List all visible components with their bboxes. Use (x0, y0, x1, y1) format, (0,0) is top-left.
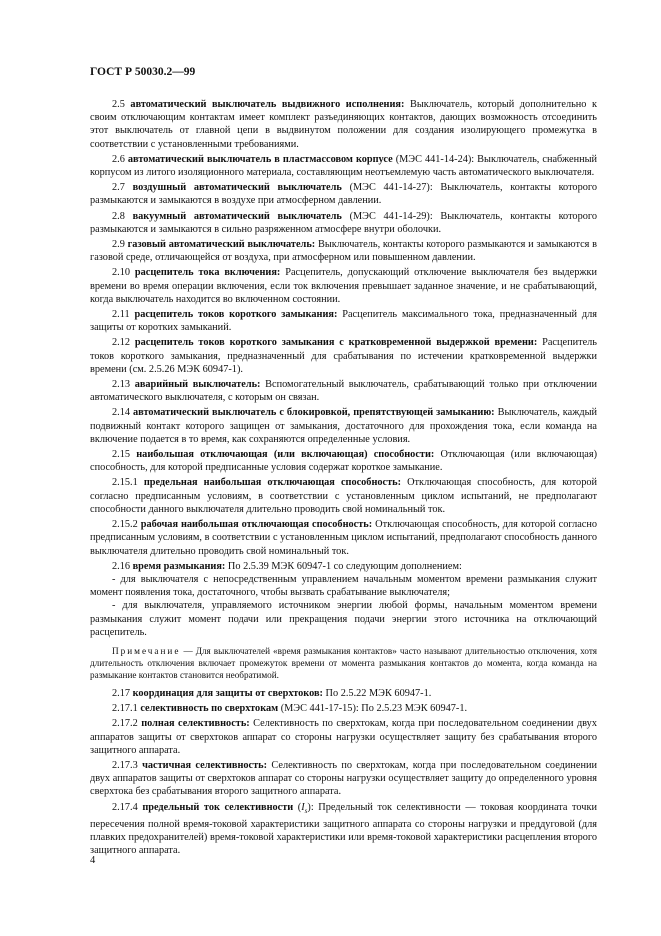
definition-paragraph (90, 181, 597, 207)
term: предельный ток селективности (142, 801, 294, 813)
definition-text: (МЭС 441-14-24): Выключатель, снабженный корпусом из литого изоляционного материала, составляющим неотъемлемую часть автоматического выключателя. (90, 153, 598, 179)
clause-number: 2.14 (112, 407, 131, 419)
definition-paragraph (90, 687, 597, 700)
definition-paragraph (90, 98, 597, 151)
term: аварийный выключатель: (134, 379, 261, 391)
clause-number: 2.13 (112, 379, 131, 391)
definition-paragraph (90, 476, 597, 516)
term: частичная селективность: (142, 759, 268, 771)
definition-paragraph (90, 378, 597, 404)
definition-text: Селективность по сверхтокам, когда при последовательном соединении двух аппаратов защиты от сверхтоков аппарат со стороны нагрузки осуществляет защиту без срабатывания второго защитного аппарата. (90, 718, 597, 756)
selectivity-section (90, 687, 597, 799)
list-item: - для выключателя, управляемого источником энергии любой формы, начальным моментом времени размыкания служит момент подачи или прекращения подачи энергии этого источника на отключающий расцепитель. (90, 600, 597, 638)
definition-paragraph (90, 518, 597, 558)
definition-paragraph (90, 560, 597, 573)
definition-text: Селективность по сверхтокам, когда при последовательном соединении двух аппаратов защиты от сверхтоков аппарат со стороны нагрузки осуществляет защиту до определенного уровня сверхтока без срабатывания второго защитного аппарата. (90, 759, 597, 798)
clause-number: 2.12 (112, 337, 131, 349)
definition-text: По 2.5.22 МЭК 60947-1. (325, 687, 432, 699)
clause-number: 2.17.2 (112, 718, 138, 730)
definition-text: (МЭС 441-14-27): Выключатель, контакты которого размыкаются и замыкаются в воздухе при атмосферном давлении. (90, 182, 597, 207)
clause-number: 2.15 (112, 449, 131, 461)
definition-text: Расцепитель токов короткого замыкания, предназначенный для срабатывания по истечении кратковременной выдержки времени (см. 2.5.26 МЭК 60947-1). (90, 337, 597, 375)
definition-paragraph (90, 448, 597, 474)
clause-number: 2.5 (112, 99, 125, 110)
definition-text: Выключатель, контакты которого размыкаются и замыкаются в газовой среде, отличающейся от воздуха, при атмосферном или повышенном давлении. (90, 239, 597, 264)
note (90, 645, 597, 681)
clause-number: 2.17.1 (112, 703, 138, 715)
document-code: ГОСТ Р 50030.2—99 (90, 66, 196, 78)
definition-paragraph (90, 210, 597, 236)
clause-number: 2.16 (112, 560, 131, 572)
definition-text: (МЭС 441-14-29): Выключатель, контакты которого размыкаются и замыкаются в сильно разряженном атмосфере внутри оболочки. (90, 210, 597, 235)
term: газовый автоматический выключатель: (127, 239, 316, 251)
definition-paragraph (90, 406, 597, 446)
term: координация для защиты от сверхтоков: (132, 687, 323, 699)
definition-text: Предельный ток селективности — токовая координата точки пересечения полной время-токовой характеристики защитного аппарата со стороны нагрузки и преддуговой (для плавких предохранителей) время-токовой характеристики или время-токовой характеристики расцепления второго защитного аппарата. (90, 801, 597, 857)
clause-number: 2.17 (112, 687, 131, 699)
term: расцепитель токов короткого замыкания с кратковременной выдержкой времени: (134, 337, 538, 349)
clause-number: 2.8 (112, 210, 125, 222)
clause-number: 2.17.3 (112, 759, 138, 771)
definition-paragraph (90, 717, 597, 757)
clause-number: 2.7 (112, 182, 125, 194)
definition-text: Расцепитель максимального тока, предназначенный для защиты от коротких замыканий. (90, 309, 597, 334)
page-body (90, 66, 597, 857)
definition-text: Отключающая способность, для которой согласно предписанным условиям, в соответствии с установленным циклом испытаний, предполагают способность данного выключателя длительно проводить свой номинальный ток. (90, 519, 598, 557)
term: автоматический выключатель выдвижного исполнения: (130, 99, 405, 110)
term: автоматический выключатель в пластмассовом корпусе (127, 153, 393, 165)
clause-number: 2.9 (112, 239, 125, 251)
definition-paragraph: 2.17.4 предельный ток селективности $(I_s)$: Предельный ток селективности — токовая координата точки пересечения полной время-токовой характеристики защитного аппарата со стороны нагрузки и преддуговой (для плавких предохранителей) время-токовой характеристики или время-токовой характеристики расцепления второго защитного аппарата. (90, 801, 597, 857)
term: селективность по сверхтокам (140, 703, 279, 715)
clause-number: 2.11 (112, 309, 130, 321)
note-text: — Для выключателей «время размыкания контактов» часто называют длительностью отключения, хотя длительность отключения включает промежуток времени от момента размыкания контактов до момента, когда команда на размыкание контактов становится необратимой. (90, 645, 597, 680)
list-item: - для выключателя с непосредственным управлением начальным моментом времени размыкания служит момент появления тока, достаточного, чтобы вызвать срабатывание выключателя; (90, 573, 597, 599)
definition-paragraph (90, 308, 597, 334)
term: предельная наибольшая отключающая способность: (143, 477, 402, 489)
definitions-section (90, 98, 597, 573)
clause-number: 2.15.1 (112, 477, 138, 489)
term: рабочая наибольшая отключающая способность: (140, 519, 373, 531)
page-number: 4 (90, 855, 96, 866)
term: наибольшая отключающая (или включающая) способности: (136, 449, 435, 461)
definition-paragraph (90, 759, 597, 799)
definition-paragraph (90, 336, 597, 376)
definition-text: Выключатель, каждый подвижный контакт которого защищен от замыкания, достаточного для прохождения тока, если команда на включение подается в то время, как сохраняются определенные условия. (90, 407, 598, 445)
definition-text: (МЭС 441-17-15): По 2.5.23 МЭК 60947-1. (280, 703, 468, 715)
clause-number: 2.6 (112, 153, 125, 165)
clause-number: 2.17.4 (112, 801, 138, 813)
definition-text: Отключающая (или включающая) способность, для которой предписанные условия содержат короткое замыкание. (90, 449, 598, 474)
definition-paragraph (90, 153, 597, 179)
note-label: Примечание (112, 645, 181, 656)
term: воздушный автоматический выключатель (132, 182, 342, 194)
definition-text: Расцепитель, допускающий отключение выключателя без выдержки времени во время операции включения, если ток включения превышает заданное значение, и не срабатывающий, когда выключатель находится во включенном состоянии. (90, 267, 597, 305)
clause-number: 2.15.2 (112, 519, 138, 531)
clause-number: 2.10 (112, 267, 131, 279)
definition-text: Отключающая способность, для которой согласно предписанным условиям, в соответствии с установленным циклом испытаний, не предполагают способности данного выключателя длительно проводить свой номинальный ток. (90, 477, 598, 515)
term: полная селективность: (141, 718, 250, 730)
definition-text: Выключатель, который дополнительно к своим отключающим контактам имеет комплект разъединяющих контактов, дающих возможность отсоединить этот выключатель от главной цепи в выдвинутом положении для создания изолирующего промежутка в соответствии с установленными требованиями. (90, 99, 597, 150)
term: расцепитель токов короткого замыкания: (134, 309, 338, 321)
definition-paragraph (90, 702, 597, 715)
term: расцепитель тока включения: (134, 267, 281, 279)
term: автоматический выключатель с блокировкой, препятствующей замыканию: (133, 407, 495, 419)
term: время размыкания: (132, 560, 226, 572)
definition-paragraph (90, 266, 597, 306)
definition-text: Вспомогательный выключатель, срабатывающий только при отключении автоматического выключателя, с которым он связан. (90, 379, 598, 404)
symbol: $I_s$ (301, 801, 308, 815)
definition-paragraph (90, 238, 597, 264)
term: вакуумный автоматический выключатель (132, 210, 342, 222)
definition-text: По 2.5.39 МЭК 60947-1 со следующим дополнением: (227, 560, 462, 572)
